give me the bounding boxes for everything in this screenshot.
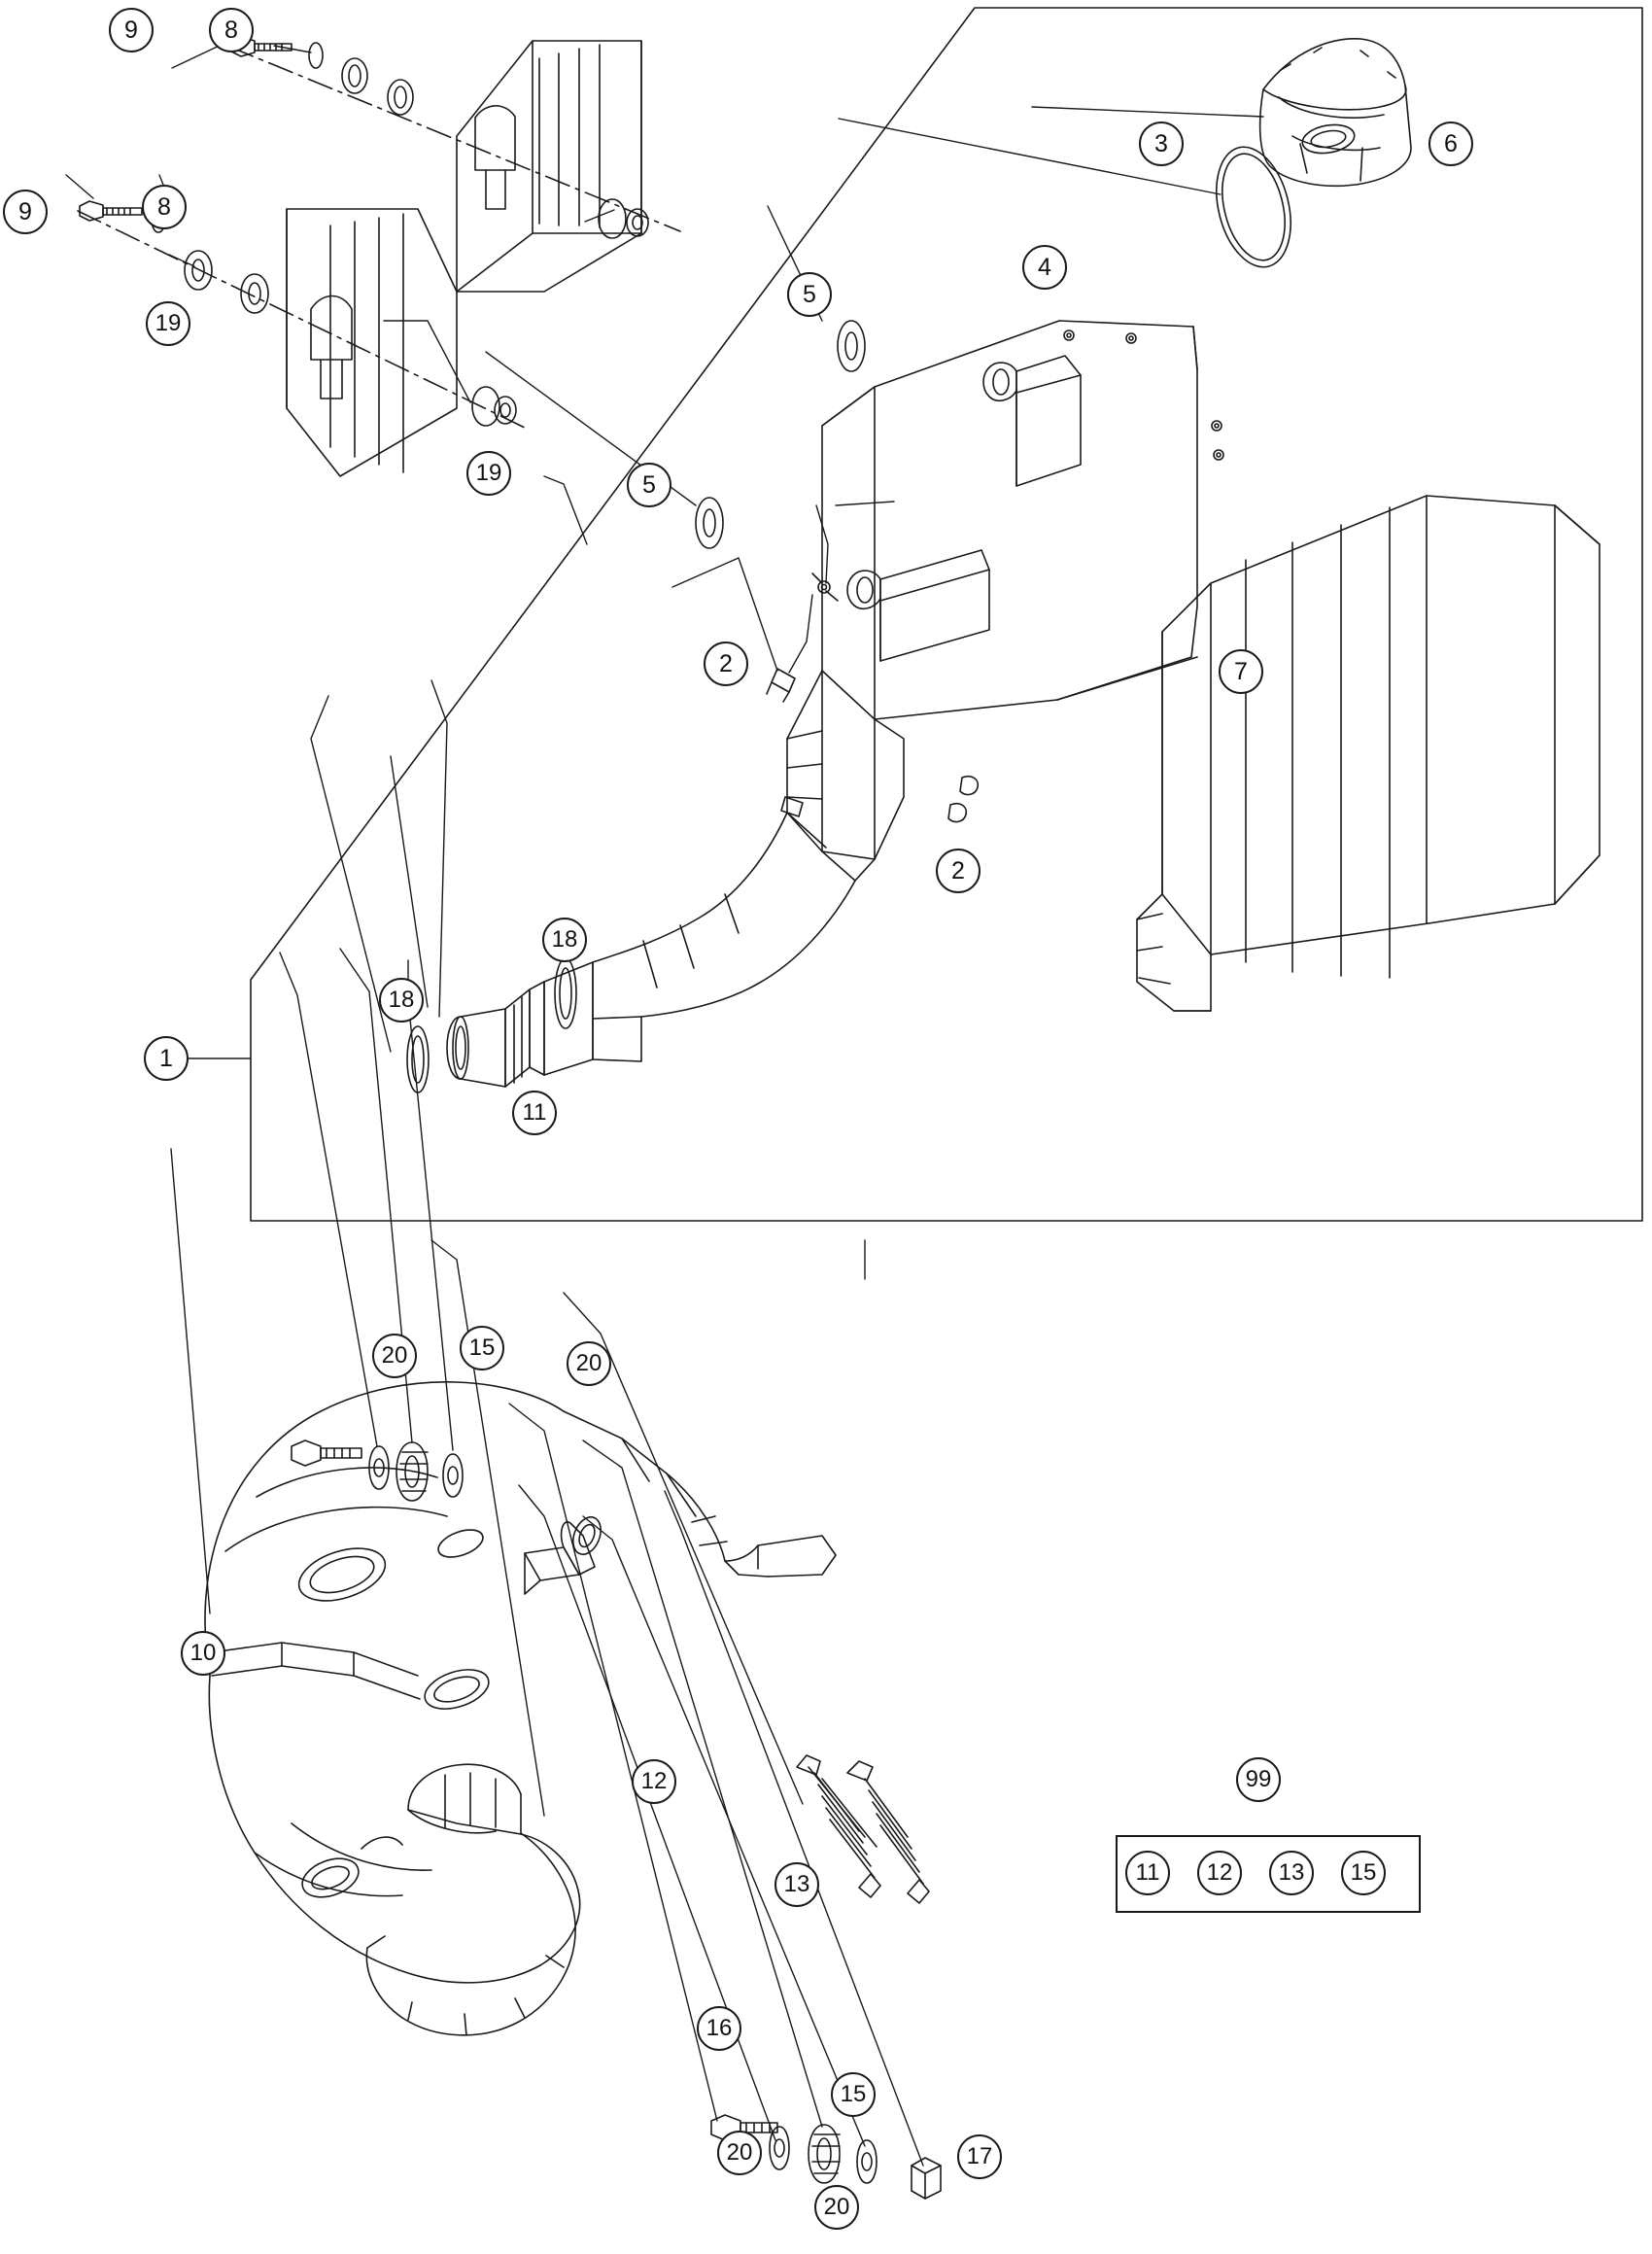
- callout-2-lower: 2: [936, 849, 981, 893]
- legend-item-12: 12: [1197, 1851, 1242, 1895]
- end-cap-assembly: [1205, 39, 1411, 275]
- callout-17: 17: [957, 2134, 1002, 2179]
- mount-rubbers: [696, 321, 865, 548]
- heat-shield-panels: [287, 41, 648, 476]
- fastener-row-upper: [229, 37, 680, 238]
- callout-20-b: 20: [567, 1341, 611, 1386]
- callout-12: 12: [632, 1759, 676, 1804]
- callout-5-lower: 5: [627, 463, 671, 507]
- header-pipe: [407, 813, 855, 1092]
- callout-15-b: 15: [831, 2072, 876, 2117]
- callout-11: 11: [512, 1091, 557, 1135]
- silencer-outer-body: [1137, 496, 1600, 1011]
- silencer-small-fasteners: [767, 573, 978, 821]
- leader-lines: [66, 43, 1263, 2166]
- callout-10: 10: [181, 1631, 225, 1676]
- callout-20-c: 20: [717, 2131, 762, 2175]
- legend-item-11: 11: [1125, 1851, 1170, 1895]
- callout-18-upper: 18: [542, 918, 587, 962]
- callout-99: 99: [1236, 1757, 1281, 1802]
- callout-6: 6: [1428, 121, 1473, 166]
- callout-3: 3: [1139, 121, 1184, 166]
- callout-19-upper: 19: [146, 301, 190, 346]
- expansion-chamber: [205, 1382, 836, 2035]
- callout-8-lower: 8: [142, 185, 187, 229]
- callout-15-a: 15: [460, 1326, 504, 1370]
- callout-5-upper: 5: [787, 272, 832, 317]
- callout-9-lower: 9: [3, 190, 48, 234]
- callout-18-lower: 18: [379, 978, 424, 1023]
- legend-item-15: 15: [1341, 1851, 1386, 1895]
- chamber-fastener-stack-top: [292, 1440, 463, 1501]
- assembly-1-frame: [251, 8, 1642, 1221]
- callout-4: 4: [1022, 245, 1067, 290]
- callout-7: 7: [1219, 649, 1263, 694]
- callout-16: 16: [697, 2006, 741, 2051]
- fastener-row-lower: [78, 201, 525, 428]
- callout-20-d: 20: [814, 2185, 859, 2230]
- callout-20-a: 20: [372, 1334, 417, 1378]
- callout-9: 9: [109, 8, 154, 52]
- callout-2-upper: 2: [704, 642, 748, 686]
- callout-19-lower: 19: [466, 451, 511, 496]
- callout-13: 13: [774, 1862, 819, 1907]
- legend-item-13: 13: [1269, 1851, 1314, 1895]
- callout-8: 8: [209, 8, 254, 52]
- silencer-body: [787, 321, 1223, 881]
- callout-1: 1: [144, 1036, 189, 1081]
